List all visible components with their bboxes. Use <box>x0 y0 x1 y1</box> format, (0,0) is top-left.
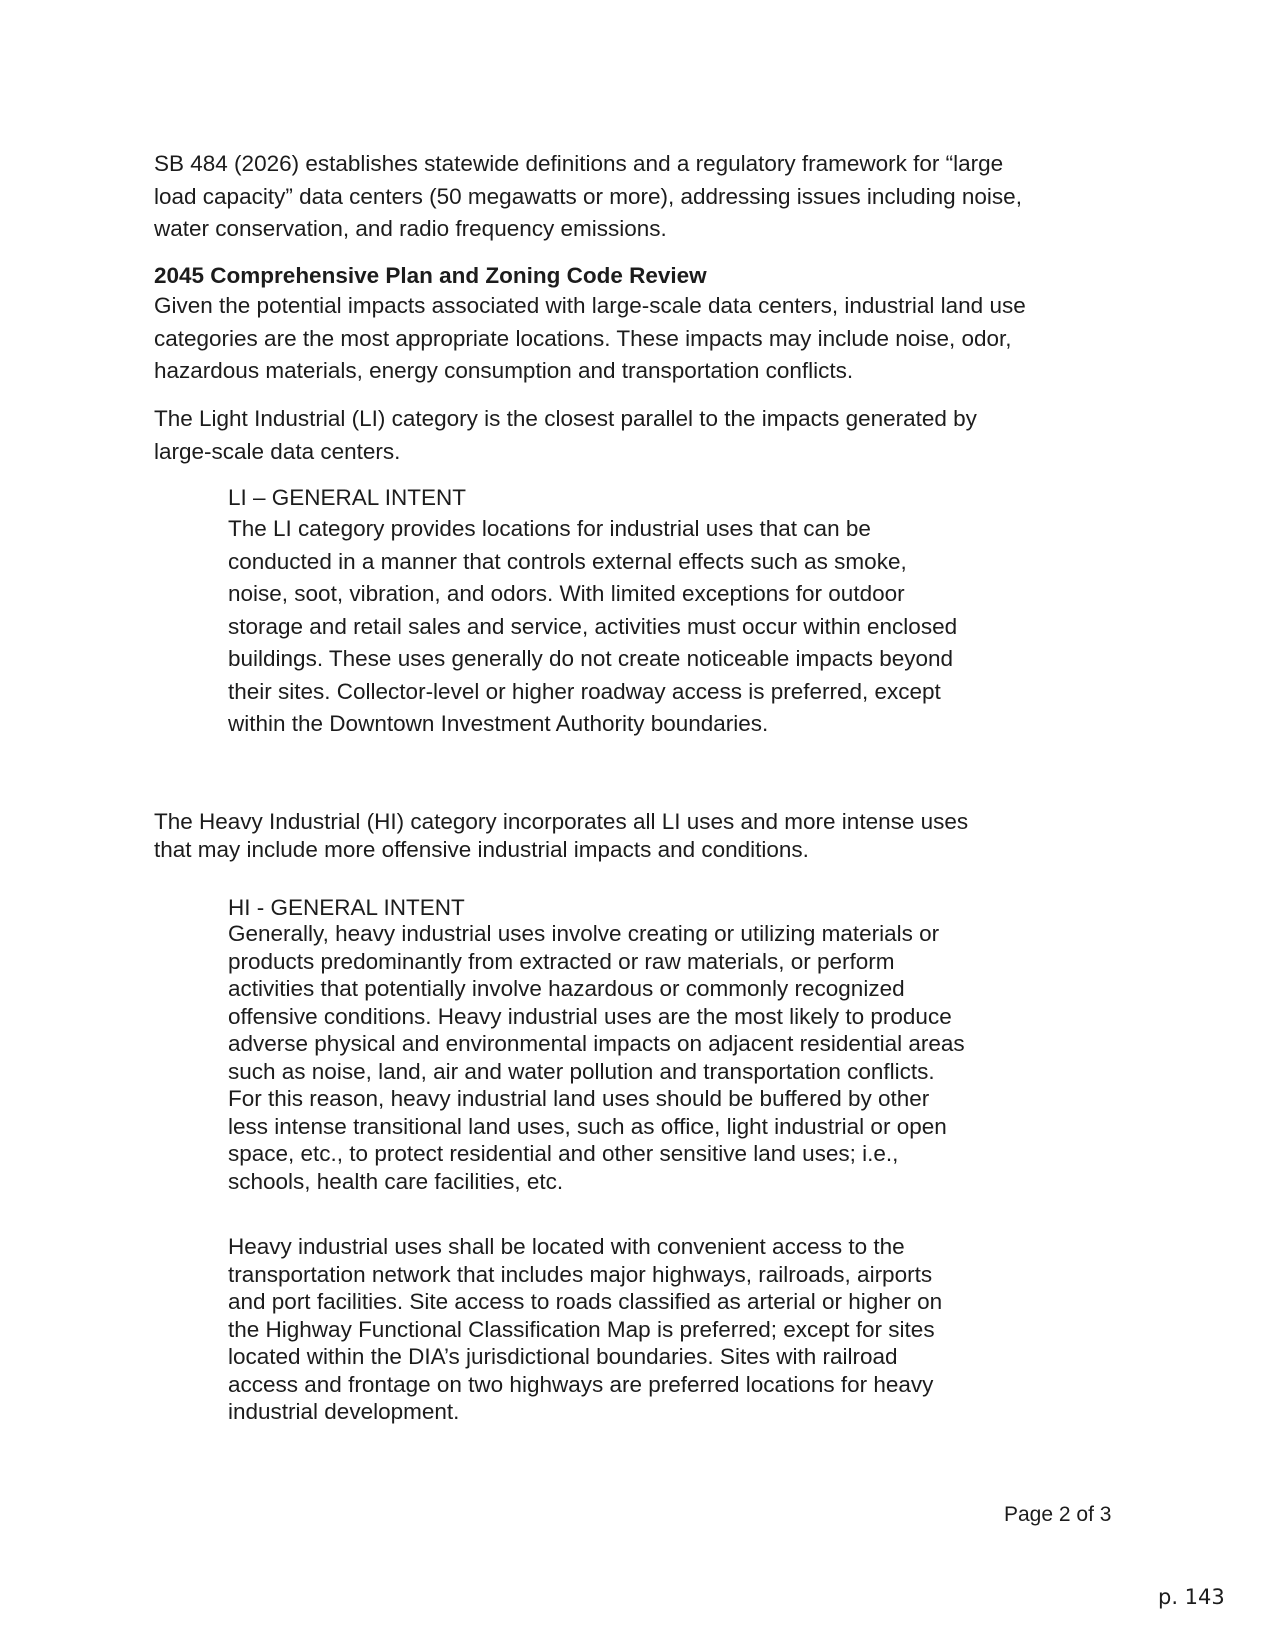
section-heading: 2045 Comprehensive Plan and Zoning Code Review <box>154 263 707 288</box>
intro-paragraph: SB 484 (2026) establishes statewide definitions and a regulatory framework for “large load capacity” data centers (50 megawatts or more), addressing issues including noise, water conservation, and radio frequency emissions. <box>154 151 1022 241</box>
section-paragraph: Given the potential impacts associated with large-scale data centers, industrial land use categories are the most appropriate locations. These impacts may include noise, odor, hazardous materials, energy consumption and transportation conflicts. <box>154 293 1026 383</box>
hi-general-intent-body: Generally, heavy industrial uses involve creating or utilizing materials or products predominantly from extracted or raw materials, or perform activities that potentially involve hazardous or commonly recognized offensive conditions. Heavy industrial uses are the most likely to produce adverse physical and environmental impacts on adjacent residential areas such as noise, land, air and water pollution and transportation conflicts. For this reason, heavy industrial land uses should be buffered by other less intense transitional land uses, such as office, light industrial or open space, etc., to protect residential and other sensitive land uses; i.e., schools, health care facilities, etc. <box>228 921 965 1194</box>
hi-intro-paragraph: The Heavy Industrial (HI) category incorporates all LI uses and more intense uses that may include more offensive industrial impacts and conditions. <box>154 809 969 862</box>
li-intro-paragraph: The Light Industrial (LI) category is the closest parallel to the impacts generated by large-scale data centers. <box>154 406 977 464</box>
page-stamp: p. 143 <box>1158 1585 1225 1609</box>
hi-general-intent-heading: HI - GENERAL INTENT <box>228 895 465 920</box>
li-general-intent-heading: LI – GENERAL INTENT <box>228 485 466 510</box>
hi-location-paragraph: Heavy industrial uses shall be located with convenient access to the transportation network that includes major highways, railroads, airports and port facilities. Site access to roads classified as arterial or higher on the Highway Functional Classification Map is preferred; except for sites located within the DIA’s jurisdictional boundaries. Sites with railroad access and frontage on two highways are preferred locations for heavy industrial development. <box>228 1234 943 1424</box>
li-general-intent-body: The LI category provides locations for industrial uses that can be conducted in a manner that controls external effects such as smoke, noise, soot, vibration, and odors. With limited exceptions for outdoor storage and retail sales and service, activities must occur within enclosed buildings. These uses generally do not create noticeable impacts beyond their sites. Collector-level or higher roadway access is preferred, except within the Downtown Investment Authority boundaries. <box>228 516 958 736</box>
page-number-label: Page 2 of 3 <box>1004 1503 1112 1526</box>
